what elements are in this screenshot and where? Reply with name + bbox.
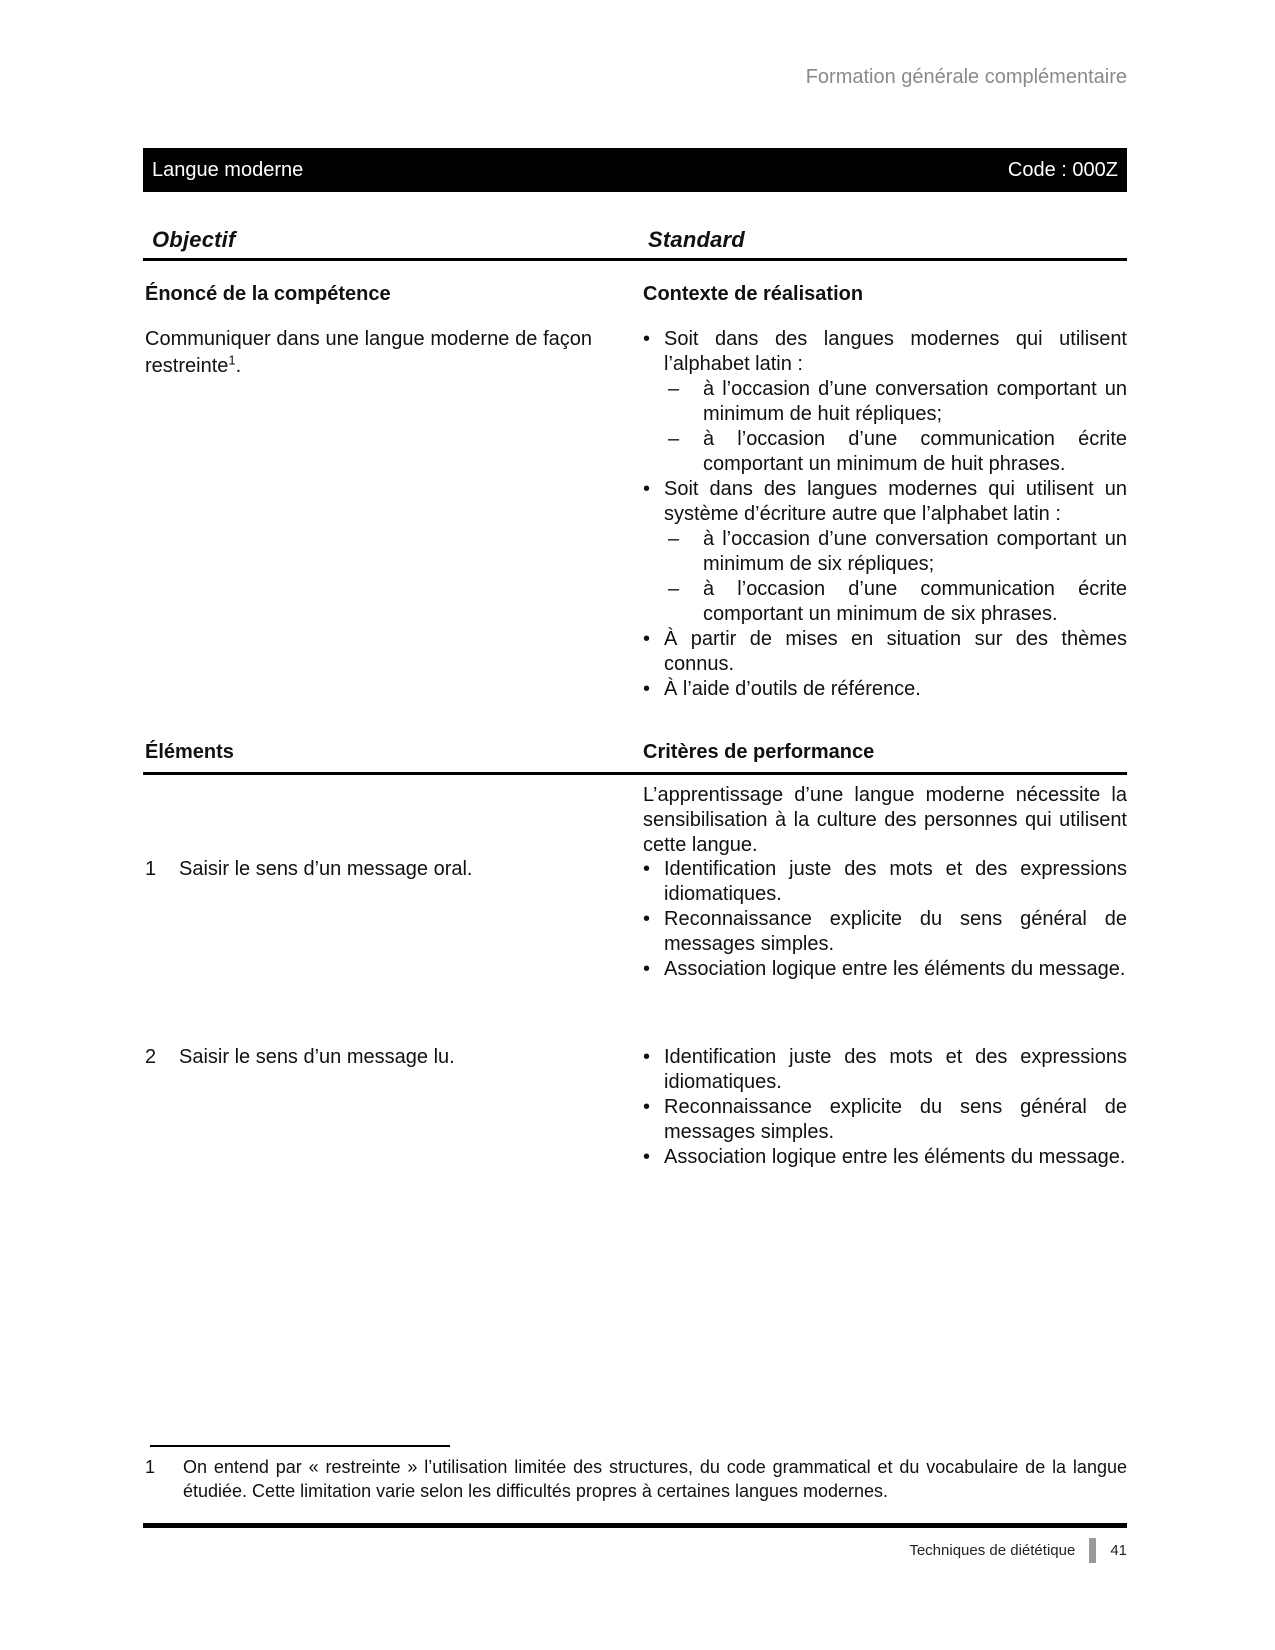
bullet-item	[643, 1095, 1127, 1145]
bullet-item	[643, 1145, 1127, 1170]
bullet-marker	[643, 1095, 664, 1145]
dash-marker	[668, 427, 703, 477]
contexte-bullet-list	[643, 327, 1127, 702]
bullet-marker	[643, 327, 664, 377]
footnote-text: On entend par « restreinte » l’utilisation limitée des structures, du code grammatical et du vocabulaire de la langue étudiée. Cette limitation varie selon les difficultés propres à certaines langues modernes.	[183, 1457, 1127, 1501]
elements-divider-rule	[143, 772, 1127, 775]
bullet-item	[643, 957, 1127, 982]
footnote-reference: 1	[228, 352, 236, 368]
sub-bullet-text: à l’occasion d’une communication écrite comportant un minimum de six phrases.	[703, 578, 1127, 625]
bullet-marker	[643, 477, 664, 527]
element-row	[145, 857, 605, 882]
statement-period: .	[235, 355, 242, 377]
criterion-text: Association logique entre les éléments du message.	[664, 958, 1126, 980]
footer-program-name: Techniques de diététique	[909, 1542, 1076, 1559]
column-title-standard: Standard	[648, 227, 745, 252]
element-number: 2	[145, 1046, 157, 1068]
criterion-text: Association logique entre les éléments du message.	[664, 1146, 1126, 1168]
bullet-text: Soit dans des langues modernes qui utilisent l’alphabet latin :	[664, 328, 1127, 375]
criteres-intro-paragraph: L’apprentissage d’une langue moderne nécessite la sensibilisation à la culture des personnes qui utilisent cette langue.	[643, 784, 1127, 856]
competence-statement	[145, 326, 592, 380]
sub-bullet-item	[643, 527, 1127, 577]
sub-bullet-item	[643, 377, 1127, 427]
bullet-marker	[643, 857, 664, 907]
criterion-text: Identification juste des mots et des expressions idiomatiques.	[664, 858, 1127, 905]
page-footer	[909, 1538, 1127, 1563]
column-title-objectif: Objectif	[152, 227, 236, 252]
sub-bullet-text: à l’occasion d’une conversation comportant un minimum de six répliques;	[703, 528, 1127, 575]
bullet-text: À l’aide d’outils de référence.	[664, 678, 921, 700]
footnote	[145, 1455, 1127, 1503]
sub-bullet-text: à l’occasion d’une conversation comportant un minimum de huit répliques;	[703, 378, 1127, 425]
criterion-text: Identification juste des mots et des expressions idiomatiques.	[664, 1046, 1127, 1093]
sub-bullet-item	[643, 577, 1127, 627]
header-divider-rule	[143, 258, 1127, 261]
sub-bullet-item	[643, 427, 1127, 477]
bullet-item	[643, 627, 1127, 677]
sub-bullet-text: à l’occasion d’une communication écrite comportant un minimum de huit phrases.	[703, 428, 1127, 475]
dash-marker	[668, 527, 703, 577]
bullet-marker	[643, 957, 664, 982]
contexte-heading: Contexte de réalisation	[643, 283, 864, 305]
bullet-marker	[643, 1045, 664, 1095]
competence-statement-text: Communiquer dans une langue moderne de façon restreinte	[145, 328, 592, 377]
bullet-item	[643, 477, 1127, 527]
bullet-marker	[643, 627, 664, 677]
dash-marker	[668, 377, 703, 427]
bullet-text: Soit dans des langues modernes qui utilisent un système d’écriture autre que l’alphabet latin :	[664, 478, 1127, 525]
bullet-item	[643, 1045, 1127, 1095]
criterion-text: Reconnaissance explicite du sens général de messages simples.	[664, 908, 1127, 955]
element-row	[145, 1045, 605, 1070]
element-text: Saisir le sens d’un message lu.	[179, 1046, 455, 1068]
criteria-list	[643, 857, 1127, 982]
elements-heading: Éléments	[145, 741, 234, 763]
course-code: Code : 000Z	[1007, 158, 1118, 181]
bullet-item	[643, 907, 1127, 957]
criteres-heading: Critères de performance	[643, 741, 875, 763]
dash-marker	[668, 577, 703, 627]
bullet-item	[643, 327, 1127, 377]
footer-divider-bar	[1089, 1538, 1096, 1563]
footnote-number: 1	[145, 1457, 156, 1477]
page-header: Formation générale complémentaire	[805, 66, 1127, 88]
course-title: Langue moderne	[152, 158, 304, 181]
course-title-bar	[143, 148, 1127, 192]
footnote-separator-rule	[150, 1445, 450, 1447]
criterion-text: Reconnaissance explicite du sens général de messages simples.	[664, 1096, 1127, 1143]
element-number: 1	[145, 858, 157, 880]
bullet-text: À partir de mises en situation sur des thèmes connus.	[664, 628, 1127, 675]
footer-page-number: 41	[1110, 1542, 1127, 1559]
criteria-list	[643, 1045, 1127, 1170]
bullet-marker	[643, 907, 664, 957]
bullet-item	[643, 677, 1127, 702]
bullet-item	[643, 857, 1127, 907]
footer-rule	[143, 1523, 1127, 1528]
competence-heading: Énoncé de la compétence	[145, 283, 391, 305]
bullet-marker	[643, 677, 664, 702]
bullet-marker	[643, 1145, 664, 1170]
element-text: Saisir le sens d’un message oral.	[179, 858, 473, 880]
